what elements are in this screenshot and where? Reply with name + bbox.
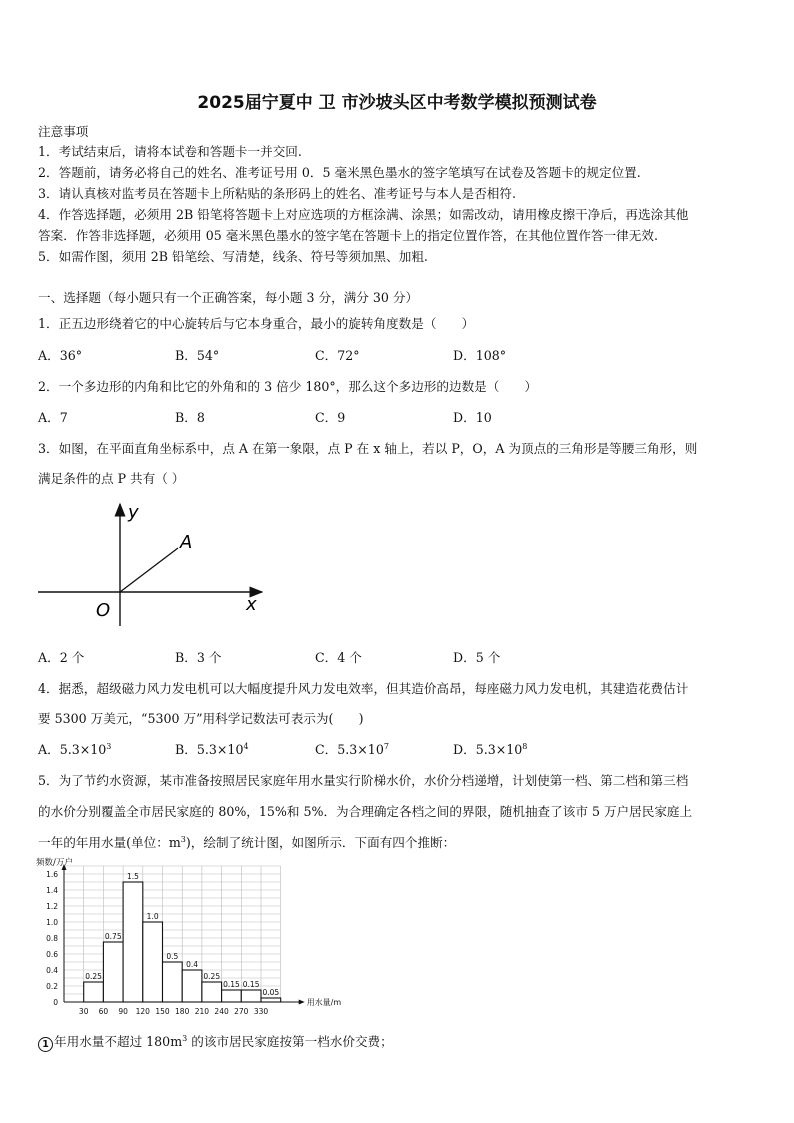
- q2-option-b: B．8: [175, 410, 205, 425]
- point-a-label: A: [180, 532, 193, 553]
- notice-item: 1．考试结束后，请将本试卷和答题卡一并交回.: [38, 144, 302, 159]
- bar-value-label: 0.4: [186, 960, 199, 969]
- histogram-bar: [143, 922, 163, 1002]
- histogram-bar: [261, 998, 281, 1002]
- bar-value-label: 0.25: [203, 972, 221, 981]
- x-tick-label: 30: [78, 1007, 89, 1016]
- inference-1: 1 年用水量不超过 $180m^3$ 的该市居民家庭按第一档水价交费；: [38, 1031, 393, 1052]
- y-axis-title: 频数/万户: [36, 858, 73, 868]
- q4-option-d: D．$5.3\times 10^8$: [453, 742, 528, 757]
- y-tick-label: 1.4: [46, 886, 58, 895]
- q1-option-a: A．36°: [38, 348, 83, 363]
- x-tick-label: 120: [135, 1007, 150, 1016]
- bar-value-label: 0.25: [85, 972, 102, 981]
- x-tick-label: 210: [194, 1007, 210, 1016]
- notice-item: 3．请认真核对监考员在答题卡上所粘贴的条形码上的姓名、准考证号与本人是否相符.: [38, 186, 516, 201]
- question-5-stem-cont: 的水价分别覆盖全市居民家庭的 80%，15%和 5%．为合理确定各档之间的界限，随机抽查了该市 5 万户居民家庭上: [38, 804, 693, 819]
- question-5-stem: 5．为了节约水资源，某市准备按照居民家庭年用水量实行阶梯水价，水价分档递增，计划使第一档、第二档和第三档: [38, 773, 689, 788]
- histogram-bar: [241, 990, 261, 1002]
- y-tick-label: 0: [53, 998, 58, 1007]
- histogram-bar: [123, 882, 143, 1002]
- question-4-stem: 4．据悉，超级磁力风力发电机可以大幅度提升风力发电效率，但其造价高昂，每座磁力风力发电机，其建造花费估计: [38, 681, 689, 696]
- question-5-stem-cont2: 一年的年用水量(单位：$m^3$)，绘制了统计图，如图所示．下面有四个推断：: [38, 835, 456, 850]
- q1-option-d: D．108°: [453, 348, 507, 363]
- origin-label: O: [96, 600, 111, 621]
- q2-option-d: D．10: [453, 410, 492, 425]
- x-tick-label: 150: [155, 1007, 170, 1016]
- q3-option-a: A．2 个: [38, 650, 85, 665]
- y-tick-label: 1.0: [46, 918, 58, 927]
- q4-option-a: A．$5.3\times 10^3$: [38, 742, 112, 757]
- x-axis-title: 用水量/m: [306, 998, 342, 1007]
- x-tick-label: 180: [175, 1007, 190, 1016]
- circled-number: 1: [38, 1037, 53, 1052]
- water-usage-histogram: [34, 856, 342, 1024]
- q4-option-b: B．$5.3\times 10^4$: [175, 742, 249, 757]
- q4-option-c: C．$5.3\times 10^7$: [315, 742, 389, 757]
- page-title: 2025届宁夏中 卫 市沙坡头区中考数学模拟预测试卷: [197, 93, 597, 113]
- q1-option-b: B．54°: [175, 348, 220, 363]
- x-tick-label: 270: [234, 1007, 249, 1016]
- x-axis-arrow: [299, 1000, 305, 1005]
- q2-option-a: A．7: [38, 410, 68, 425]
- q3-option-d: D．5 个: [453, 650, 501, 665]
- histogram-bar: [84, 982, 104, 1002]
- histogram-bar: [202, 982, 222, 1002]
- bar-value-label: 0.5: [166, 952, 179, 961]
- y-tick-label: 0.2: [46, 982, 58, 991]
- x-tick-label: 90: [118, 1007, 128, 1016]
- x-tick-label: 330: [253, 1007, 269, 1016]
- bar-value-label: 0.05: [262, 988, 280, 997]
- notice-item: 4．作答选择题，必须用 2B 铅笔将答题卡上对应选项的方框涂满、涂黑；如需改动，请用橡皮擦干净后，再选涂其他: [38, 207, 689, 222]
- coordinate-figure: [30, 496, 270, 636]
- question-4-stem-cont: 要 5300 万美元，“5300 万”用科学记数法可表示为( ): [38, 711, 364, 726]
- q2-option-c: C．9: [315, 410, 346, 425]
- bar-value-label: 1.0: [146, 912, 159, 921]
- x-axis-label: x: [246, 594, 257, 615]
- bar-value-label: 0.15: [223, 980, 240, 989]
- y-tick-label: 0.8: [46, 934, 58, 943]
- histogram-bar: [163, 962, 183, 1002]
- y-tick-label: 1.6: [46, 870, 58, 879]
- notice-item: 5．如需作图，须用 2B 铅笔绘、写清楚，线条、符号等须加黑、加粗.: [38, 249, 428, 264]
- histogram-bar: [222, 990, 242, 1002]
- bar-value-label: 0.75: [104, 932, 122, 941]
- section-heading: 一、选择题（每小题只有一个正确答案，每小题 3 分，满分 30 分）: [38, 290, 419, 305]
- question-2-stem: 2．一个多边形的内角和比它的外角和的 3 倍少 180°，那么这个多边形的边数是（ ）: [38, 379, 538, 394]
- question-3-stem-cont: 满足条件的点 P 共有（ ）: [38, 471, 185, 486]
- notice-item: 答案．作答非选择题，必须用 05 毫米黑色墨水的签字笔在答题卡上的指定位置作答，在其他位置作答一律无效.: [38, 228, 658, 243]
- y-tick-label: 0.4: [46, 966, 58, 975]
- x-tick-label: 60: [98, 1007, 109, 1016]
- x-tick-label: 240: [214, 1007, 229, 1016]
- histogram-bar: [103, 942, 123, 1002]
- bar-value-label: 0.15: [242, 980, 260, 989]
- notice-heading: 注意事项: [38, 124, 89, 139]
- histogram-bar: [182, 970, 202, 1002]
- y-tick-label: 1.2: [46, 902, 58, 911]
- y-tick-label: 0.6: [46, 950, 58, 959]
- question-1-stem: 1．正五边形绕着它的中心旋转后与它本身重合，最小的旋转角度数是（ ）: [38, 316, 475, 331]
- bar-value-label: 1.5: [126, 872, 139, 881]
- q3-option-b: B．3 个: [175, 650, 222, 665]
- notice-item: 2．答题前，请务必将自己的姓名、准考证号用 0．5 毫米黑色墨水的签字笔填写在试卷及答题卡的规定位置.: [38, 165, 641, 180]
- q3-option-c: C．4 个: [315, 650, 362, 665]
- segment-oa: [120, 548, 178, 592]
- question-3-stem: 3．如图，在平面直角坐标系中，点 A 在第一象限，点 P 在 x 轴上，若以 P，O，A 为顶点的三角形是等腰三角形，则: [38, 441, 698, 456]
- q1-option-c: C．72°: [315, 348, 360, 363]
- y-axis-label: y: [128, 502, 139, 523]
